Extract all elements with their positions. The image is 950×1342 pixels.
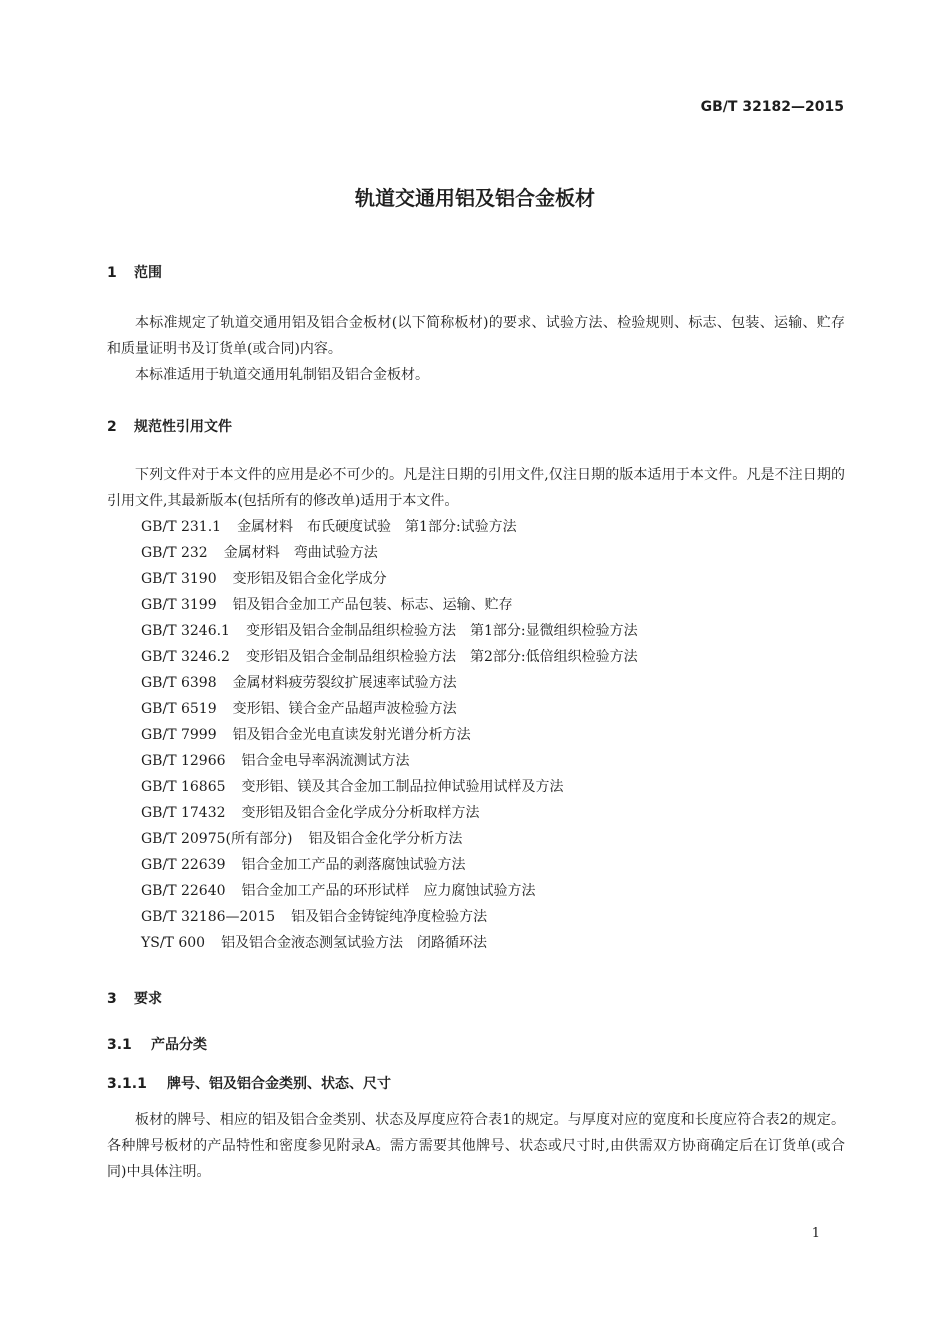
reference-title: 铝合金加工产品的剥落腐蚀试验方法 xyxy=(241,857,466,873)
reference-item xyxy=(141,514,638,540)
reference-list xyxy=(141,514,638,956)
subsection-3-1-1-paragraph: 板材的牌号、相应的铝及铝合金类别、状态及厚度应符合表1的规定。与厚度对应的宽度和长度应符合表2的规定。各种牌号板材的产品特性和密度参见附录A。需方需要其他牌号、状态或尺寸时,由供需双方协商确定后在订货单(或合同)中具体注明。 xyxy=(107,1112,845,1180)
reference-code: GB/T 6398 xyxy=(141,675,217,691)
reference-title: 变形铝及铝合金制品组织检验方法 第2部分:低倍组织检验方法 xyxy=(245,649,638,665)
reference-title: 变形铝及铝合金化学成分分析取样方法 xyxy=(241,805,480,821)
reference-code: GB/T 32186—2015 xyxy=(141,909,276,925)
reference-title: 金属材料 布氏硬度试验 第1部分:试验方法 xyxy=(237,519,517,535)
reference-title: 铝及铝合金铸锭纯净度检验方法 xyxy=(291,909,488,925)
reference-code: GB/T 22640 xyxy=(141,883,226,899)
reference-item xyxy=(141,774,638,800)
reference-item xyxy=(141,670,638,696)
section-title: 范围 xyxy=(134,265,162,281)
reference-title: 铝及铝合金液态测氢试验方法 闭路循环法 xyxy=(221,935,488,951)
reference-code: GB/T 12966 xyxy=(141,753,226,769)
reference-item xyxy=(141,826,638,852)
document-title: 轨道交通用铝及铝合金板材 xyxy=(355,186,595,210)
reference-title: 铝合金加工产品的环形试样 应力腐蚀试验方法 xyxy=(241,883,536,899)
reference-item xyxy=(141,748,638,774)
reference-code: GB/T 3246.2 xyxy=(141,649,230,665)
reference-code: GB/T 6519 xyxy=(141,701,217,717)
reference-title: 铝及铝合金加工产品包装、标志、运输、贮存 xyxy=(232,597,513,613)
reference-code: GB/T 3190 xyxy=(141,571,217,587)
section-1-paragraph-1: 本标准规定了轨道交通用铝及铝合金板材(以下简称板材)的要求、试验方法、检验规则、标志、包装、运输、贮存和质量证明书及订货单(或合同)内容。 xyxy=(107,315,845,357)
section-number: 2 xyxy=(107,419,117,435)
reference-item xyxy=(141,696,638,722)
section-2-heading xyxy=(107,416,232,436)
reference-item xyxy=(141,644,638,670)
section-2-intro: 下列文件对于本文件的应用是必不可少的。凡是注日期的引用文件,仅注日期的版本适用于本文件。凡是不注日期的引用文件,其最新版本(包括所有的修改单)适用于本文件。 xyxy=(107,467,845,509)
reference-code: GB/T 7999 xyxy=(141,727,217,743)
reference-code: GB/T 16865 xyxy=(141,779,226,795)
section-number: 3.1 xyxy=(107,1037,132,1053)
reference-title: 铝合金电导率涡流测试方法 xyxy=(241,753,410,769)
reference-title: 变形铝及铝合金化学成分 xyxy=(232,571,387,587)
reference-code: YS/T 600 xyxy=(141,935,206,951)
reference-title: 金属材料疲劳裂纹扩展速率试验方法 xyxy=(232,675,457,691)
reference-title: 变形铝及铝合金制品组织检验方法 第1部分:显微组织检验方法 xyxy=(245,623,638,639)
reference-title: 变形铝、镁及其合金加工制品拉伸试验用试样及方法 xyxy=(241,779,564,795)
reference-code: GB/T 3199 xyxy=(141,597,217,613)
reference-item xyxy=(141,566,638,592)
section-1-heading xyxy=(107,262,162,282)
reference-code: GB/T 232 xyxy=(141,545,208,561)
reference-item xyxy=(141,540,638,566)
reference-code: GB/T 20975(所有部分) xyxy=(141,831,293,847)
section-1-paragraph-2: 本标准适用于轨道交通用轧制铝及铝合金板材。 xyxy=(135,367,429,383)
section-title: 产品分类 xyxy=(151,1037,207,1053)
section-title: 牌号、铝及铝合金类别、状态、尺寸 xyxy=(167,1076,391,1092)
reference-title: 变形铝、镁合金产品超声波检验方法 xyxy=(232,701,457,717)
page-number: 1 xyxy=(811,1226,820,1241)
reference-item xyxy=(141,618,638,644)
reference-item xyxy=(141,800,638,826)
reference-code: GB/T 17432 xyxy=(141,805,226,821)
section-number: 3.1.1 xyxy=(107,1076,147,1092)
reference-title: 金属材料 弯曲试验方法 xyxy=(223,545,378,561)
section-title: 规范性引用文件 xyxy=(134,419,232,435)
reference-item xyxy=(141,878,638,904)
reference-item xyxy=(141,852,638,878)
reference-code: GB/T 231.1 xyxy=(141,519,222,535)
section-title: 要求 xyxy=(134,991,162,1007)
subsection-3-1-heading xyxy=(107,1034,207,1054)
reference-title: 铝及铝合金化学分析方法 xyxy=(308,831,463,847)
standard-code: GB/T 32182—2015 xyxy=(700,99,844,115)
reference-title: 铝及铝合金光电直读发射光谱分析方法 xyxy=(232,727,471,743)
section-number: 3 xyxy=(107,991,117,1007)
reference-item xyxy=(141,592,638,618)
section-number: 1 xyxy=(107,265,117,281)
reference-item xyxy=(141,930,638,956)
reference-code: GB/T 22639 xyxy=(141,857,226,873)
section-3-heading xyxy=(107,988,162,1008)
reference-item xyxy=(141,722,638,748)
reference-code: GB/T 3246.1 xyxy=(141,623,230,639)
reference-item xyxy=(141,904,638,930)
subsection-3-1-1-heading xyxy=(107,1073,391,1093)
